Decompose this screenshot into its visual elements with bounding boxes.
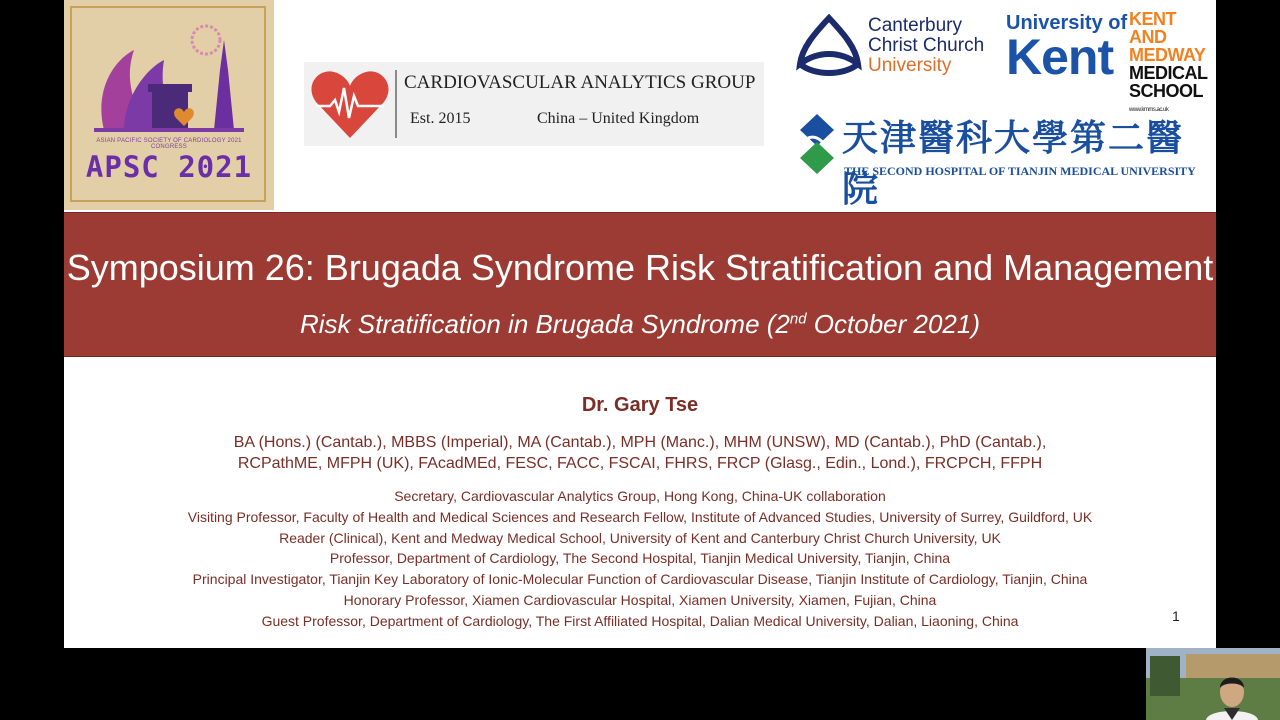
qualifications-line: RCPathME, MFPH (UK), FAcadMEd, FESC, FACC, FSCAI, FHRS, FRCP (Glasg., Edin., Lond.), FRCPCH, FFPH — [237, 455, 1043, 472]
kmms-line2: MEDWAY — [1129, 45, 1206, 65]
page-number: 1 — [1172, 608, 1180, 624]
kent-logo — [1006, 12, 1128, 85]
title-band — [64, 212, 1216, 357]
role-item: Reader (Clinical), Kent and Medway Medical School, University of Kent and Canterbury Christ Church University, UK — [279, 529, 1001, 546]
kmms-logo — [1129, 10, 1216, 114]
cag-divider — [395, 70, 397, 138]
qualifications — [64, 432, 1216, 474]
role-item: Guest Professor, Department of Cardiology, The First Affiliated Hospital, Dalian Medical University, Dalian, Liaoning, China — [261, 612, 1019, 629]
presenter-webcam — [1146, 648, 1280, 720]
subtitle-main: Risk Stratification in Brugada Syndrome (2 — [299, 309, 790, 339]
cccu-crest-icon — [794, 14, 864, 76]
kent-line1: University of — [1006, 12, 1128, 34]
tianjin-chinese-name: 天津醫科大學第二醫院 — [842, 117, 1185, 210]
tianjin-hospital-emblem-icon — [794, 112, 840, 176]
role-item: Secretary, Cardiovascular Analytics Group, Hong Kong, China-UK collaboration — [394, 488, 886, 504]
cccu-line3: University — [868, 55, 952, 76]
subtitle-ordinal: nd — [789, 310, 807, 328]
role-item: Honorary Professor, Xiamen Cardiovascular Hospital, Xiamen University, Xiamen, Fujian, China — [343, 591, 937, 608]
slide — [64, 0, 1216, 648]
subtitle-date: October 2021) — [806, 309, 980, 339]
slide-subtitle — [64, 309, 1216, 340]
roles-list — [64, 486, 1216, 632]
cag-established: Est. 2015 — [410, 110, 471, 127]
cag-location: China – United Kingdom — [537, 110, 700, 127]
kmms-line4: SCHOOL — [1129, 81, 1204, 101]
speaker-name: Dr. Gary Tse — [581, 394, 699, 416]
tianjin-english-name: THE SECOND HOSPITAL OF TIANJIN MEDICAL UNIVERSITY — [844, 164, 1196, 178]
kmms-line1: KENT AND — [1129, 9, 1176, 47]
slide-title: Symposium 26: Brugada Syndrome Risk Stratification and Management — [66, 247, 1214, 288]
cag-logo — [304, 62, 764, 146]
webcam-video-frame — [1146, 648, 1280, 720]
kmms-line3: MEDICAL — [1129, 63, 1208, 83]
apsc-logo — [64, 0, 274, 210]
kmms-url: www.kmms.ac.uk — [1129, 107, 1169, 113]
qualifications-line: BA (Hons.) (Cantab.), MBBS (Imperial), MA (Cantab.), MPH (Manc.), MHM (UNSW), MD (Cantab.), PhD (Cantab.), — [233, 434, 1047, 451]
kent-line2: Kent — [1006, 29, 1114, 85]
cccu-logo-text — [868, 16, 984, 76]
apsc-name: APSC 2021 — [85, 150, 253, 184]
role-item: Visiting Professor, Faculty of Health and Medical Sciences and Research Fellow, Institute of Advanced Studies, University of Surrey, Guildford, UK — [187, 508, 1093, 525]
role-item: Professor, Department of Cardiology, The Second Hospital, Tianjin Medical University, Tianjin, China — [329, 550, 951, 567]
cag-name: CARDIOVASCULAR ANALYTICS GROUP — [404, 72, 756, 93]
cccu-line2: Christ Church — [868, 35, 985, 56]
cccu-line1: Canterbury — [868, 15, 962, 36]
apsc-society-line: ASIAN PACIFIC SOCIETY OF CARDIOLOGY 2021 CONGRESS — [96, 138, 242, 150]
role-item: Principal Investigator, Tianjin Key Laboratory of Ionic-Molecular Function of Cardiovascular Disease, Tianjin Institute of Cardiology, Tianjin, China — [192, 571, 1088, 588]
heart-ecg-icon — [308, 66, 392, 142]
apsc-artwork — [64, 0, 274, 150]
